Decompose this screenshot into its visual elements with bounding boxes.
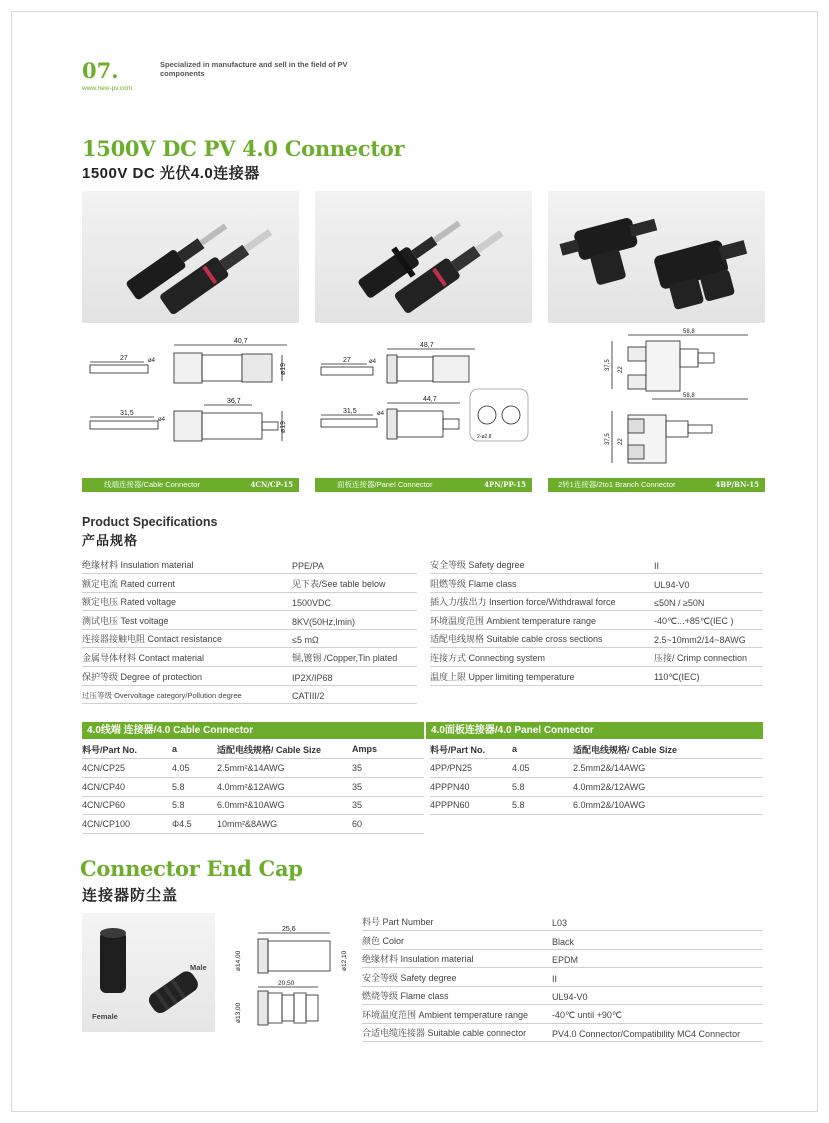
spec-value: 110℃(IEC)	[654, 667, 763, 686]
spec-value: 压接/ Crimp connection	[654, 648, 763, 667]
spec-label: 安全等级 Safety degree	[362, 968, 552, 987]
spec-value: 见下表/See table below	[292, 574, 417, 593]
dim-label: ø13,00	[235, 1002, 242, 1023]
dim-label: 44,7	[423, 396, 437, 403]
spec-row	[430, 555, 763, 574]
table-header-row	[82, 740, 424, 759]
cable-connector-photo	[82, 191, 299, 323]
spec-label: 额定电压 Rated voltage	[82, 592, 292, 611]
cell-size: 10mm²&8AWG	[217, 815, 352, 834]
spec-value: 1500VDC	[292, 592, 417, 611]
panel-connector-bar: 4.0面板连接器/4.0 Panel Connector	[426, 722, 763, 739]
spec-value: -40℃...+85℃(IEC )	[654, 611, 763, 630]
panel-connector-photo	[315, 191, 532, 323]
dim-label: ø19	[280, 362, 287, 375]
spec-row	[362, 986, 763, 1005]
specs-table-right	[430, 555, 763, 686]
spec-label: 金属导体材料 Contact material	[82, 648, 292, 667]
panel-connector-table	[430, 740, 763, 833]
spec-label: 环境温度范围 Ambient temperature range	[362, 1005, 552, 1024]
spec-row	[82, 629, 417, 648]
cell-amps: 35	[352, 796, 424, 815]
spec-value: PV4.0 Connector/Compatibility MC4 Connector	[552, 1023, 763, 1042]
spec-label: 环境温度范围 Ambient temperature range	[430, 611, 654, 630]
spec-value: CATIII/2	[292, 685, 417, 704]
spec-label: 料号 Part Number	[362, 912, 552, 931]
cell-part: 4PP/PN25	[430, 759, 512, 778]
dim-label: 37,5	[605, 433, 611, 445]
spec-label: 连接器接触电阻 Contact resistance	[82, 629, 292, 648]
cable-connector-table	[82, 740, 424, 834]
dim-label: 31,5	[120, 410, 134, 417]
spec-label: 合适电缆连接器 Suitable cable connector	[362, 1023, 552, 1042]
spec-label: 测试电压 Test voltage	[82, 611, 292, 630]
caption-cable-connector	[82, 478, 299, 492]
spec-label: 过压等级 Overvoltage category/Pollution degree	[82, 685, 292, 704]
dim-label: 58,8	[683, 393, 695, 399]
spec-value: L03	[552, 912, 763, 931]
product-title-cn: 1500V DC 光伏4.0连接器	[82, 165, 260, 182]
model-code: 4CN/CP-15	[250, 480, 293, 489]
cell-part: 4CN/CP60	[82, 796, 172, 815]
table-row	[430, 777, 763, 796]
female-label: Female	[92, 1012, 118, 1021]
dim-label: ø12,10	[341, 950, 348, 971]
cell-a: 5.8	[172, 796, 217, 815]
spec-label: 绝缘材料 Insulation material	[362, 949, 552, 968]
spec-label: 连接方式 Connecting system	[430, 648, 654, 667]
col-part: 料号/Part No.	[82, 740, 172, 759]
spec-row	[82, 648, 417, 667]
spec-row	[362, 1023, 763, 1042]
cell-part: 4PPPN60	[430, 796, 512, 815]
spec-row	[362, 968, 763, 987]
spec-label: 燃烧等级 Flame class	[362, 986, 552, 1005]
spec-value: ≤5 mΩ	[292, 629, 417, 648]
cell-amps: 60	[352, 815, 424, 834]
cell-size: 4.0mm²&12AWG	[217, 777, 352, 796]
spec-label: 插入力/拔出力 Insertion force/Withdrawal force	[430, 592, 654, 611]
cell-part: 4CN/CP25	[82, 759, 172, 778]
table-row	[82, 796, 424, 815]
spec-label: 保护等级 Degree of protection	[82, 667, 292, 686]
caption-panel-connector	[315, 478, 532, 492]
col-a: a	[172, 740, 217, 759]
caption-label: 2转1连接器/2to1 Branch Connector	[558, 480, 676, 489]
company-tagline: Specialized in manufacture and sell in the field of PV components	[160, 60, 348, 78]
spec-row	[82, 685, 417, 704]
table-row	[430, 759, 763, 778]
dim-label: ø4	[148, 358, 156, 364]
panel-connector-drawing	[315, 327, 532, 475]
end-cap-specs-table	[362, 912, 763, 1042]
spec-value: ≤50N / ≥50N	[654, 592, 763, 611]
dim-label: 37,5	[605, 359, 611, 371]
spec-row	[430, 592, 763, 611]
table-row	[82, 759, 424, 778]
dim-label: 31,5	[343, 408, 357, 415]
cell-part: 4CN/CP100	[82, 815, 172, 834]
page-number: 07.	[82, 58, 119, 83]
spec-value: 2.5~10mm2/14~8AWG	[654, 629, 763, 648]
spec-row	[362, 912, 763, 931]
cable-connector-drawing	[82, 327, 299, 475]
spec-value: UL94-V0	[654, 574, 763, 593]
dim-label: ø14,00	[235, 950, 242, 971]
dim-label: 40,7	[234, 338, 248, 345]
cell-amps: 35	[352, 777, 424, 796]
model-code: 4BP/BN-15	[715, 480, 759, 489]
cell-a: 4.05	[512, 759, 573, 778]
cell-size: 6.0mm²&10AWG	[217, 796, 352, 815]
dim-label: 25,6	[282, 926, 296, 933]
spec-value: 铜,镀锡 /Copper,Tin plated	[292, 648, 417, 667]
cell-a: 5.8	[512, 777, 573, 796]
spec-row	[430, 611, 763, 630]
cell-a: Φ4.5	[172, 815, 217, 834]
spec-label: 绝缘材料 Insulation material	[82, 555, 292, 574]
spec-row	[430, 574, 763, 593]
model-code: 4PN/PP-15	[484, 480, 526, 489]
spec-row	[82, 574, 417, 593]
spec-label: 适配电线规格 Suitable cable cross sections	[430, 629, 654, 648]
col-a: a	[512, 740, 573, 759]
cell-size: 2.5mm²&14AWG	[217, 759, 352, 778]
product-title-en: 1500V DC PV 4.0 Connector	[82, 136, 405, 161]
dim-label: ø19	[280, 420, 287, 433]
cell-size: 2.5mm2&/14AWG	[573, 759, 763, 778]
spec-value: II	[654, 555, 763, 574]
dim-label: 58,8	[683, 329, 695, 335]
spec-value: EPDM	[552, 949, 763, 968]
branch-connector-photo	[548, 191, 765, 323]
cell-size: 4.0mm2&/12AWG	[573, 777, 763, 796]
col-size: 适配电线规格/ Cable Size	[573, 740, 763, 759]
end-cap-title-cn: 连接器防尘盖	[82, 887, 179, 904]
cell-part: 4CN/CP40	[82, 777, 172, 796]
dim-label: 22	[618, 366, 624, 373]
table-row	[430, 796, 763, 815]
cell-a: 4.05	[172, 759, 217, 778]
col-amps: Amps	[352, 740, 424, 759]
spec-row	[82, 667, 417, 686]
website-link[interactable]: www.new-pv.com	[82, 85, 133, 92]
dim-label: ø4	[158, 417, 166, 423]
spec-label: 颜色 Color	[362, 931, 552, 950]
caption-label: 面板连接器/Panel Connector	[337, 480, 433, 489]
end-cap-drawing	[222, 913, 359, 1032]
col-part: 料号/Part No.	[430, 740, 512, 759]
caption-branch-connector	[548, 478, 765, 492]
spec-value: PPE/PA	[292, 555, 417, 574]
table-row	[82, 777, 424, 796]
col-size: 适配电线规格/ Cable Size	[217, 740, 352, 759]
cable-connector-bar: 4.0线端 连接器/4.0 Cable Connector	[82, 722, 424, 739]
cell-part: 4PPPN40	[430, 777, 512, 796]
dim-label: 2-ø2.8	[477, 434, 492, 440]
caption-label: 线端连接器/Cable Connector	[104, 480, 200, 489]
spec-value: -40℃ until +90℃	[552, 1005, 763, 1024]
spec-value: Black	[552, 931, 763, 950]
spec-row	[82, 555, 417, 574]
end-cap-photo	[82, 913, 215, 1032]
specs-heading-en: Product Specifications	[82, 515, 218, 529]
table-header-row	[430, 740, 763, 759]
spec-label: 安全等级 Safety degree	[430, 555, 654, 574]
spec-row	[430, 648, 763, 667]
specs-table-left	[82, 555, 417, 704]
branch-connector-drawing	[548, 327, 765, 475]
male-label: Male	[190, 963, 207, 972]
cell-a: 5.8	[512, 796, 573, 815]
spec-row	[82, 611, 417, 630]
spec-row	[362, 1005, 763, 1024]
spec-row	[430, 629, 763, 648]
dim-label: 27	[120, 355, 128, 362]
spec-row	[362, 949, 763, 968]
spec-value: UL94-V0	[552, 986, 763, 1005]
spec-row	[82, 592, 417, 611]
spec-label: 温度上限 Upper limiting temperature	[430, 667, 654, 686]
table-row	[430, 815, 763, 834]
dim-label: 48,7	[420, 342, 434, 349]
spec-label: 阻燃等级 Flame class	[430, 574, 654, 593]
spec-label: 额定电流 Rated current	[82, 574, 292, 593]
cell-a: 5.8	[172, 777, 217, 796]
spec-row	[430, 667, 763, 686]
cell-size: 6.0mm2&/10AWG	[573, 796, 763, 815]
dim-label: 36,7	[227, 398, 241, 405]
spec-row	[362, 931, 763, 950]
dim-label: 20,50	[278, 980, 295, 987]
cell-amps: 35	[352, 759, 424, 778]
spec-value: II	[552, 968, 763, 987]
spec-value: IP2X/IP68	[292, 667, 417, 686]
dim-label: 27	[343, 357, 351, 364]
dim-label: 22	[618, 438, 624, 445]
end-cap-title-en: Connector End Cap	[80, 856, 303, 881]
table-row	[82, 815, 424, 834]
spec-value: 8KV(50Hz,lmin)	[292, 611, 417, 630]
dim-label: ø4	[377, 411, 385, 417]
specs-heading-cn: 产品规格	[82, 533, 139, 548]
dim-label: ø4	[369, 359, 377, 365]
